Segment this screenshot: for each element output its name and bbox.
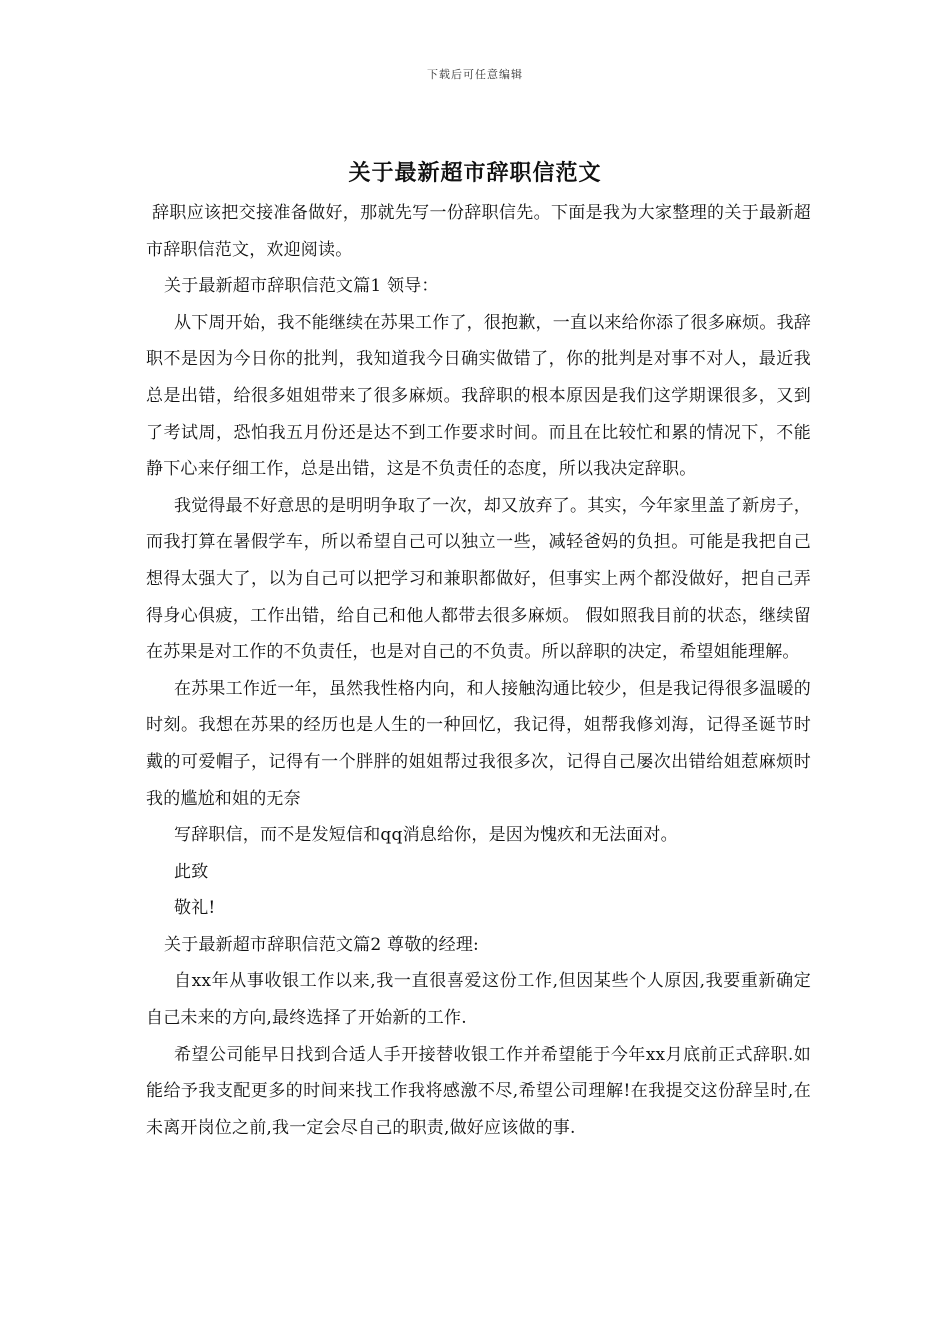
- body-paragraph: 从下周开始，我不能继续在苏果工作了，很抱歉，一直以来给你添了很多麻烦。我辞职不是因为今日你的批判，我知道我今日确实做错了，你的批判是对事不对人，最近我总是出错，给很多姐姐带来了很多麻烦。我辞职的根本原因是我们这学期课很多，又到了考试周，恐怕我五月份还是达不到工作要求时间。而且在比较忙和累的情况下，不能静下心来仔细工作，总是出错，这是不负责任的态度，所以我决定辞职。: [146, 312, 811, 480]
- intro-paragraph: 辞职应该把交接准备做好，那就先写一份辞职信先。下面是我为大家整理的关于最新超市辞职信范文，欢迎阅读。: [146, 203, 811, 260]
- body-paragraph: 在苏果工作近一年，虽然我性格内向，和人接触沟通比较少，但是我记得很多温暖的时刻。我想在苏果的经历也是人生的一种回忆，我记得，姐帮我修刘海，记得圣诞节时戴的可爱帽子，记得有一个胖胖的姐姐帮过我很多次，记得自己屡次出错给姐惹麻烦时我的尴尬和姐的无奈: [146, 678, 811, 809]
- section-heading-2: 关于最新超市辞职信范文篇2 尊敬的经理:: [164, 934, 479, 955]
- body-paragraph: 希望公司能早日找到合适人手开接替收银工作并希望能于今年xx月底前正式辞职.如能给予我支配更多的时间来找工作我将感激不尽,希望公司理解!在我提交这份辞呈时,在未离开岗位之前,我一定会尽自己的职责,做好应该做的事.: [146, 1044, 811, 1138]
- document-body: [146, 195, 811, 1146]
- body-paragraph: 自xx年从事收银工作以来,我一直很喜爱这份工作,但因某些个人原因,我要重新确定自己未来的方向,最终选择了开始新的工作.: [146, 971, 811, 1029]
- body-paragraph: 写辞职信，而不是发短信和qq消息给你，是因为愧疚和无法面对。: [174, 825, 678, 846]
- document-title: 关于最新超市辞职信范文: [348, 160, 602, 186]
- body-paragraph: 我觉得最不好意思的是明明争取了一次，却又放弃了。其实，今年家里盖了新房子，而我打算在暑假学车，所以希望自己可以独立一些，减轻爸妈的负担。可能是我把自己想得太强大了，以为自己可以把学习和兼职都做好，但事实上两个都没做好，把自己弄得身心俱疲，工作出错，给自己和他人都带去很多麻烦。 假如照我目前的状态，继续留在苏果是对工作的不负责任，也是对自己的不负责。所以辞职的决定，希望姐能理解。: [146, 495, 811, 663]
- page-header: 下载后可任意编辑: [427, 68, 523, 81]
- closing-salutation: 此致: [174, 861, 209, 882]
- closing-regards: 敬礼!: [174, 898, 216, 919]
- section-heading-1: 关于最新超市辞职信范文篇1 领导：: [164, 276, 439, 297]
